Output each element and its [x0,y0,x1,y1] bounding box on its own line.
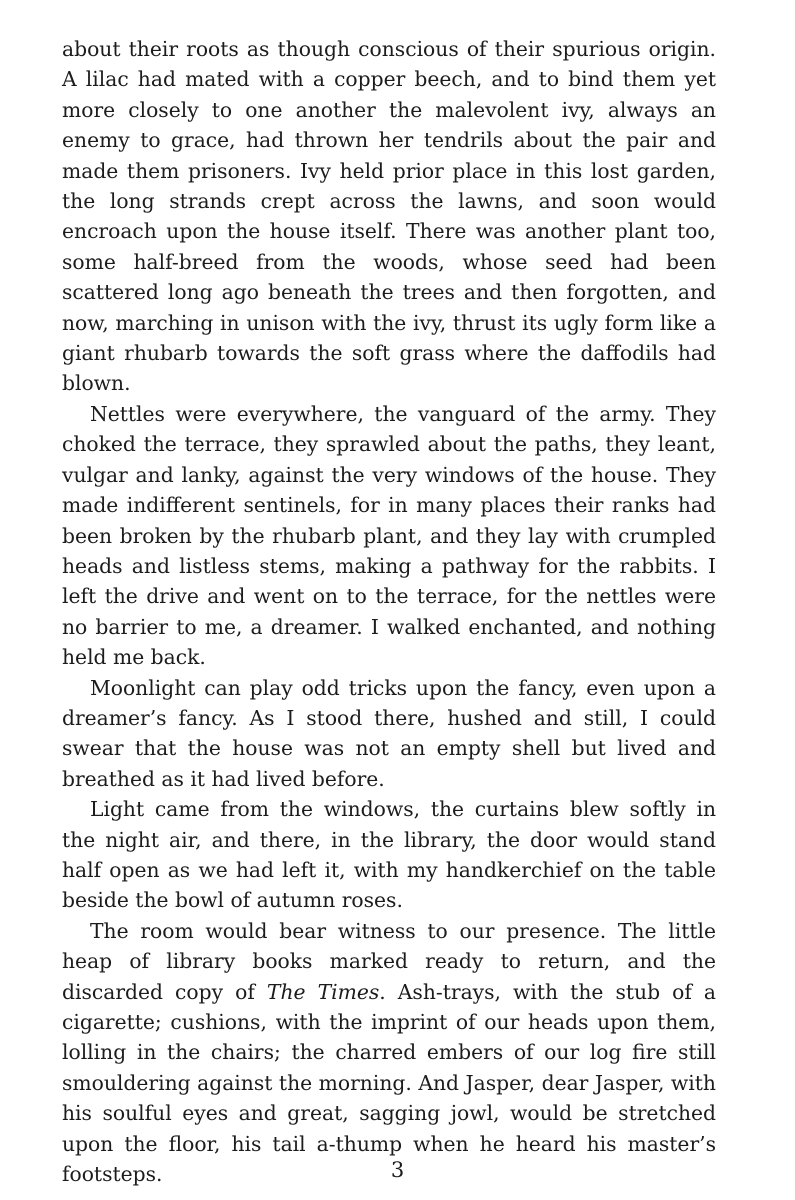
paragraph-5-before-title: The room would bear witness to our presence. The little heap of library books marked ready to return, and the discarded copy of [62,918,716,1004]
newspaper-title: The Times [266,979,380,1004]
book-page [62,34,716,1189]
page-number: 3 [390,1158,405,1182]
paragraph-5-after-title: . Ash-trays, with the stub of a cigarette; cushions, with the imprint of our heads upon them, lolling in the chairs; the charred embers of our log fire still smouldering against the morning. And Jasper, dear Jasper, with his soulful eyes and great, sagging jowl, would be stretched upon the floor, his tail a-thump when he heard his master’s footsteps. [62,979,717,1187]
paragraph-1: about their roots as though conscious of their spurious origin. A lilac had mated with a copper beech, and to bind them yet more closely to one another the malevolent ivy, always an enemy to grace, had thrown her tendrils about the pair and made them prisoners. Ivy held prior place in this lost garden, the long strands crept across the lawns, and soon would encroach upon the house itself. There was another plant too, some half-breed from the woods, whose seed had been scattered long ago beneath the trees and then forgotten, and now, marching in unison with the ivy, thrust its ugly form like a giant rhubarb towards the soft grass where the daffodils had blown. [62,37,716,396]
paragraph-3: Moonlight can play odd tricks upon the fancy, even upon a dreamer’s fancy. As I stood there, hushed and still, I could swear that the house was not an empty shell but lived and breathed as it had lived before. [62,675,716,791]
paragraph-2: Nettles were everywhere, the vanguard of the army. They choked the terrace, they sprawled about the paths, they leant, vulgar and lanky, against the very windows of the house. They made indifferent sentinels, for in many places their ranks had been broken by the rhubarb plant, and they lay with crumpled heads and listless stems, making a pathway for the rabbits. I left the drive and went on to the terrace, for the nettles were no barrier to me, a dreamer. I walked enchanted, and nothing held me back. [62,401,716,670]
body-text [62,34,716,1189]
paragraph-4: Light came from the windows, the curtains blew softly in the night air, and there, in the library, the door would stand half open as we had left it, with my handkerchief on the table beside the bowl of autumn roses. [62,797,716,913]
paragraph-5 [62,916,716,1190]
